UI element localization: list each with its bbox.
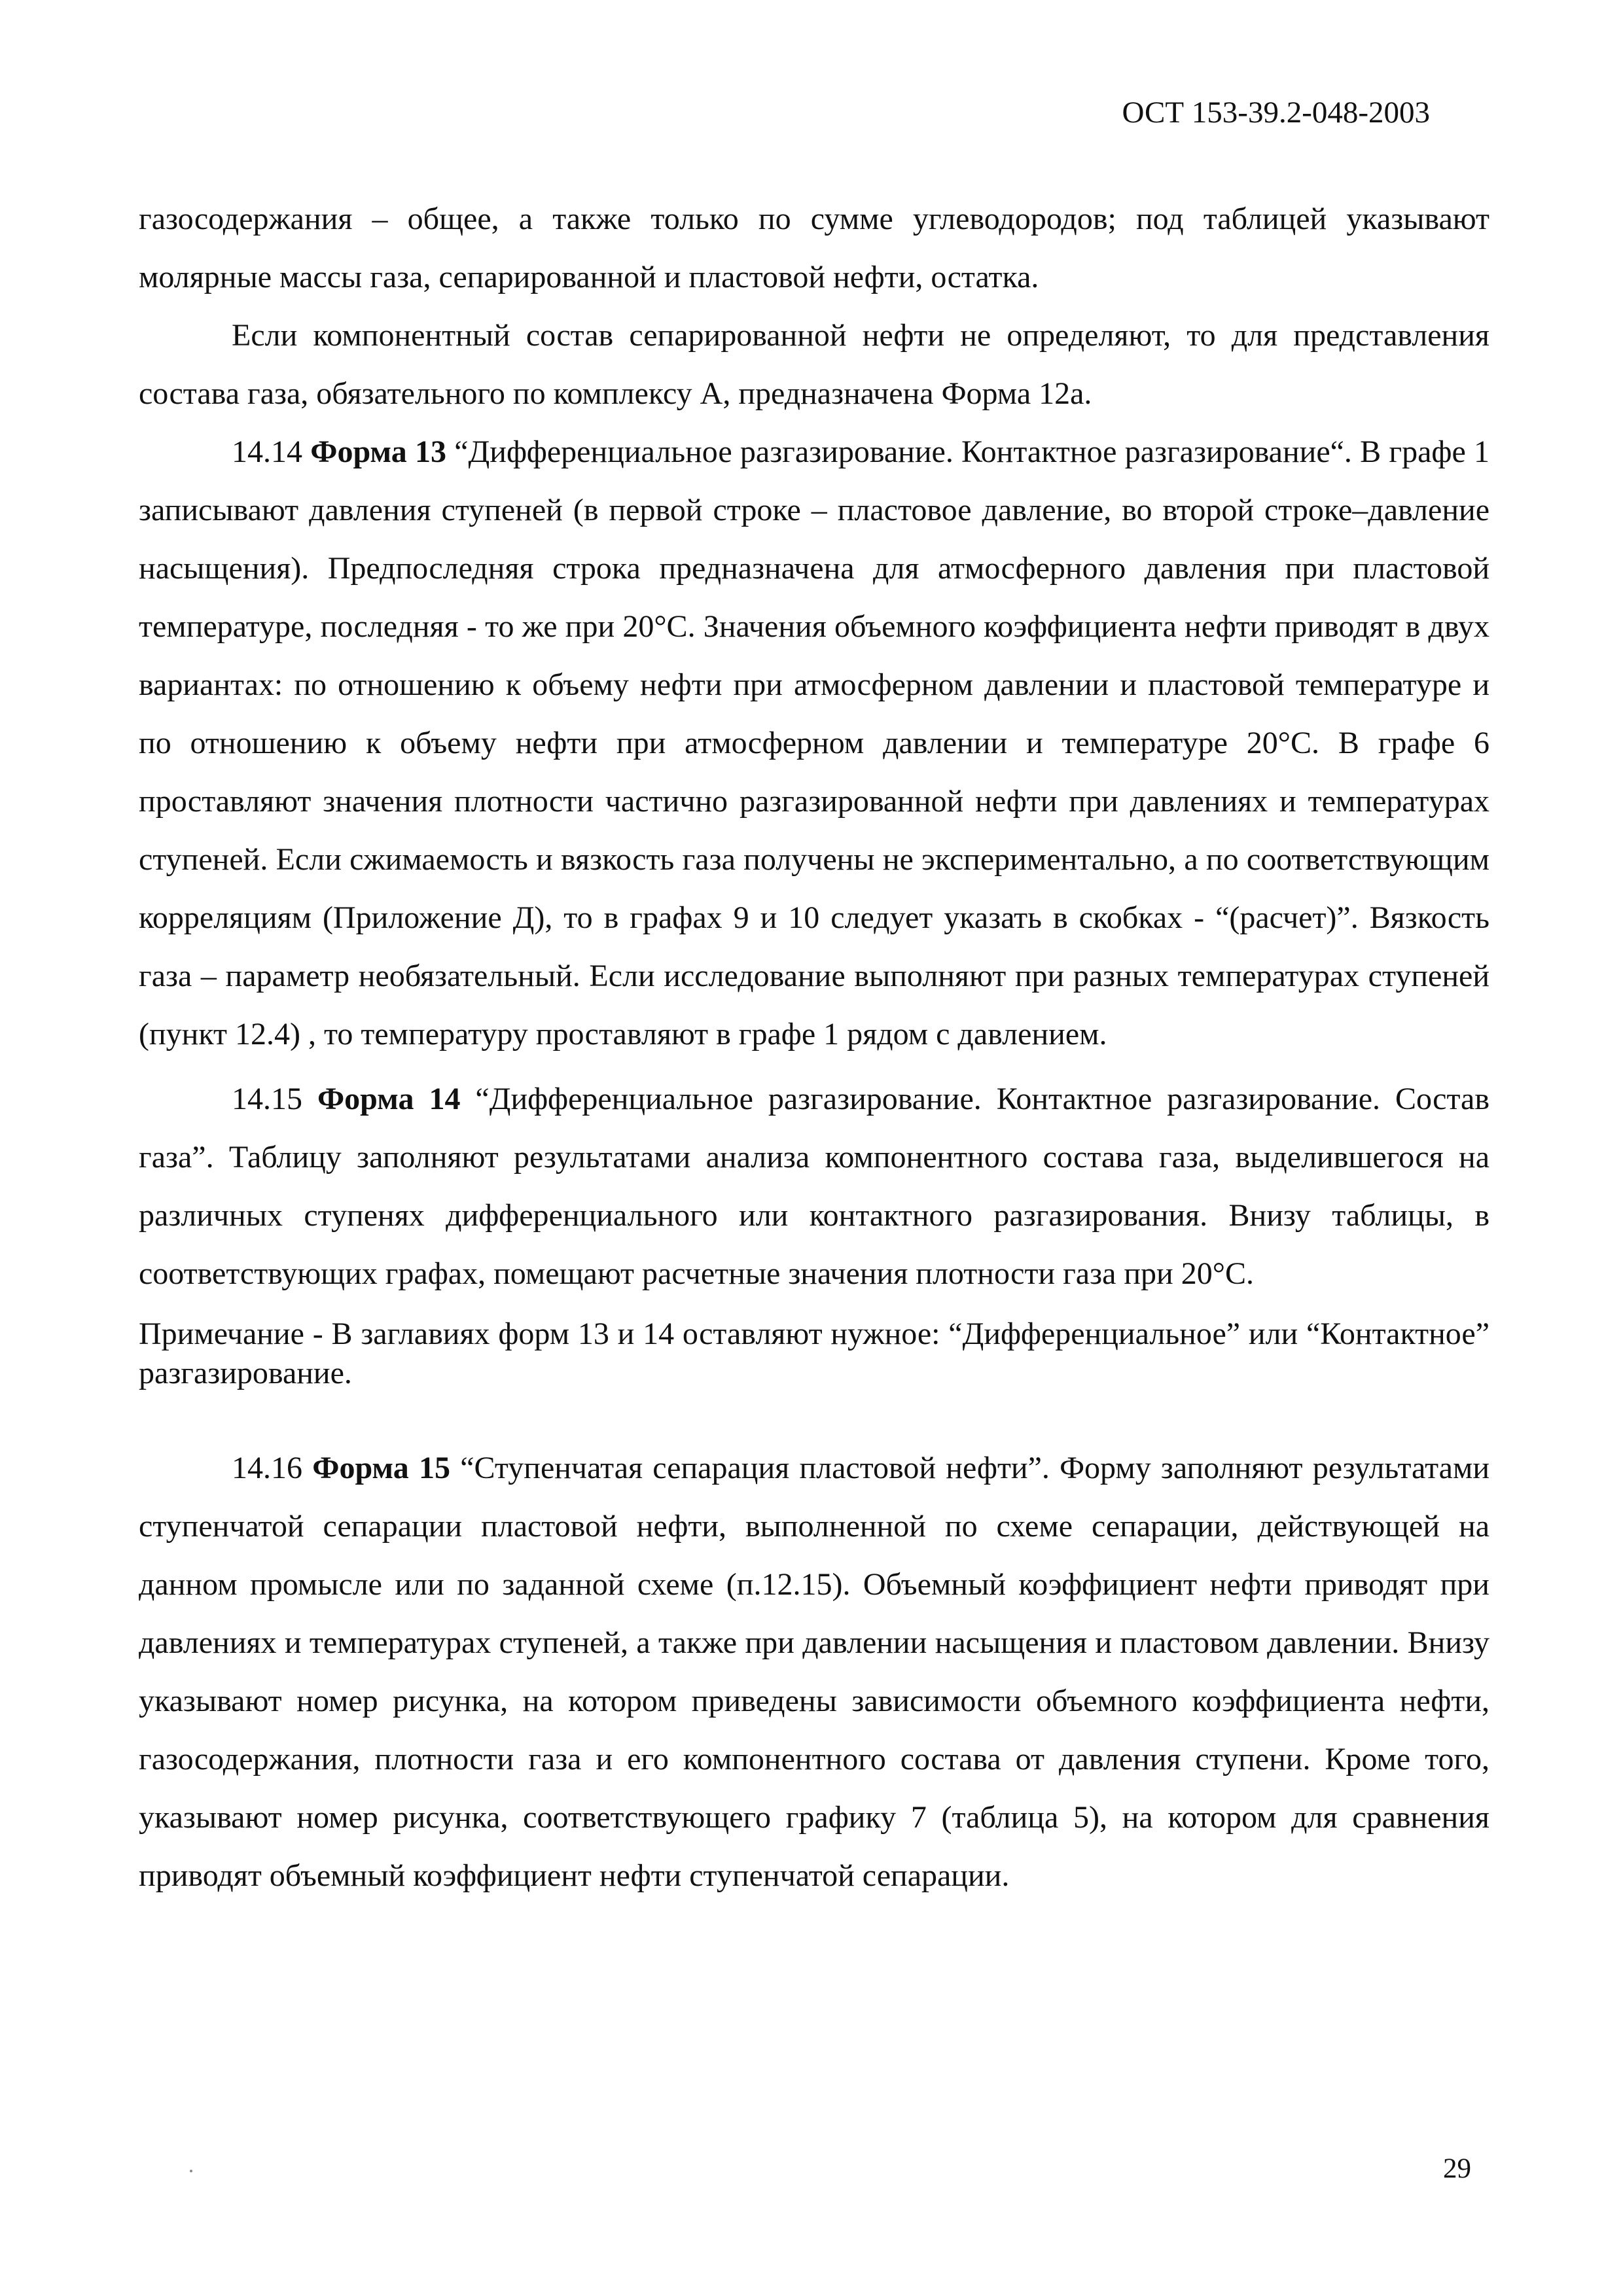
clause-number: 14.16 [232,1451,302,1485]
paragraph-gas-content [139,190,1489,306]
page-number: 29 [1443,2153,1471,2184]
clause-14-14 [139,423,1489,1063]
form-reference: Форма 14 [317,1082,461,1116]
note-paragraph [139,1315,1489,1393]
paragraph-form-12a [139,306,1489,423]
clause-14-15 [139,1070,1489,1303]
form-reference: Форма 13 [310,434,446,469]
form-reference: Форма 15 [312,1451,450,1485]
paragraph-text: газосодержания – общее, а также только по сумме углеводородов; под таблицей указывают молярные массы газа, сепарированной и пластовой нефти, остатка. [139,202,1489,294]
clause-text: “Дифференциальное разгазирование. Контактное разгазирование. Состав газа”. Таблицу заполняют результатами анализа компонентного состава газа, выделившегося на различных ступенях дифференциального или контактного разгазирования. Внизу таблицы, в соответствующих графах, помещают расчетные значения плотности газа при 20°С. [139,1082,1490,1291]
clause-number: 14.14 [232,434,302,469]
document-code-header: ОСТ 153-39.2-048-2003 [1122,96,1430,130]
paragraph-text: Если компонентный состав сепарированной нефти не определяют, то для представления состава газа, обязательного по комплексу А, предназначена Форма 12а. [139,318,1489,411]
note-text: Примечание - В заглавиях форм 13 и 14 оставляют нужное: “Дифференциальное” или “Контактное” разгазирование. [139,1316,1489,1390]
scan-speck [190,2170,192,2172]
document-body [139,190,1489,1905]
clause-number: 14.15 [232,1082,302,1116]
clause-text: “Дифференциальное разгазирование. Контактное разгазирование“. В графе 1 записывают давления ступеней (в первой строке – пластовое давление, во второй строке–давление насыщения). Предпоследняя строка предназначена для атмосферного давления при пластовой температуре, последняя - то же при 20°С. Значения объемного коэффициента нефти приводят в двух вариантах: по отношению к объему нефти при атмосферном давлении и пластовой температуре и по отношению к объему нефти при атмосферном давлении и температуре 20°С. В графе 6 проставляют значения плотности частично разгазированной нефти при давлениях и температурах ступеней. Если сжимаемость и вязкость газа получены не экспериментально, а по соответствующим корреляциям (Приложение Д), то в графах 9 и 10 следует указать в скобках - “(расчет)”. Вязкость газа – параметр необязательный. Если исследование выполняют при разных температурах ступеней (пункт 12.4) , то температуру проставляют в графе 1 рядом с давлением. [139,434,1489,1051]
clause-14-16 [139,1439,1489,1905]
clause-text: “Ступенчатая сепарация пластовой нефти”. Форму заполняют результатами ступенчатой сепарации пластовой нефти, выполненной по схеме сепарации, действующей на данном промысле или по заданной схеме (п.12.15). Объемный коэффициент нефти приводят при давлениях и температурах ступеней, а также при давлении насыщения и пластовом давлении. Внизу указывают номер рисунка, на котором приведены зависимости объемного коэффициента нефти, газосодержания, плотности газа и его компонентного состава от давления ступени. Кроме того, указывают номер рисунка, соответствующего графику 7 (таблица 5), на котором для сравнения приводят объемный коэффициент нефти ступенчатой сепарации. [139,1451,1490,1893]
